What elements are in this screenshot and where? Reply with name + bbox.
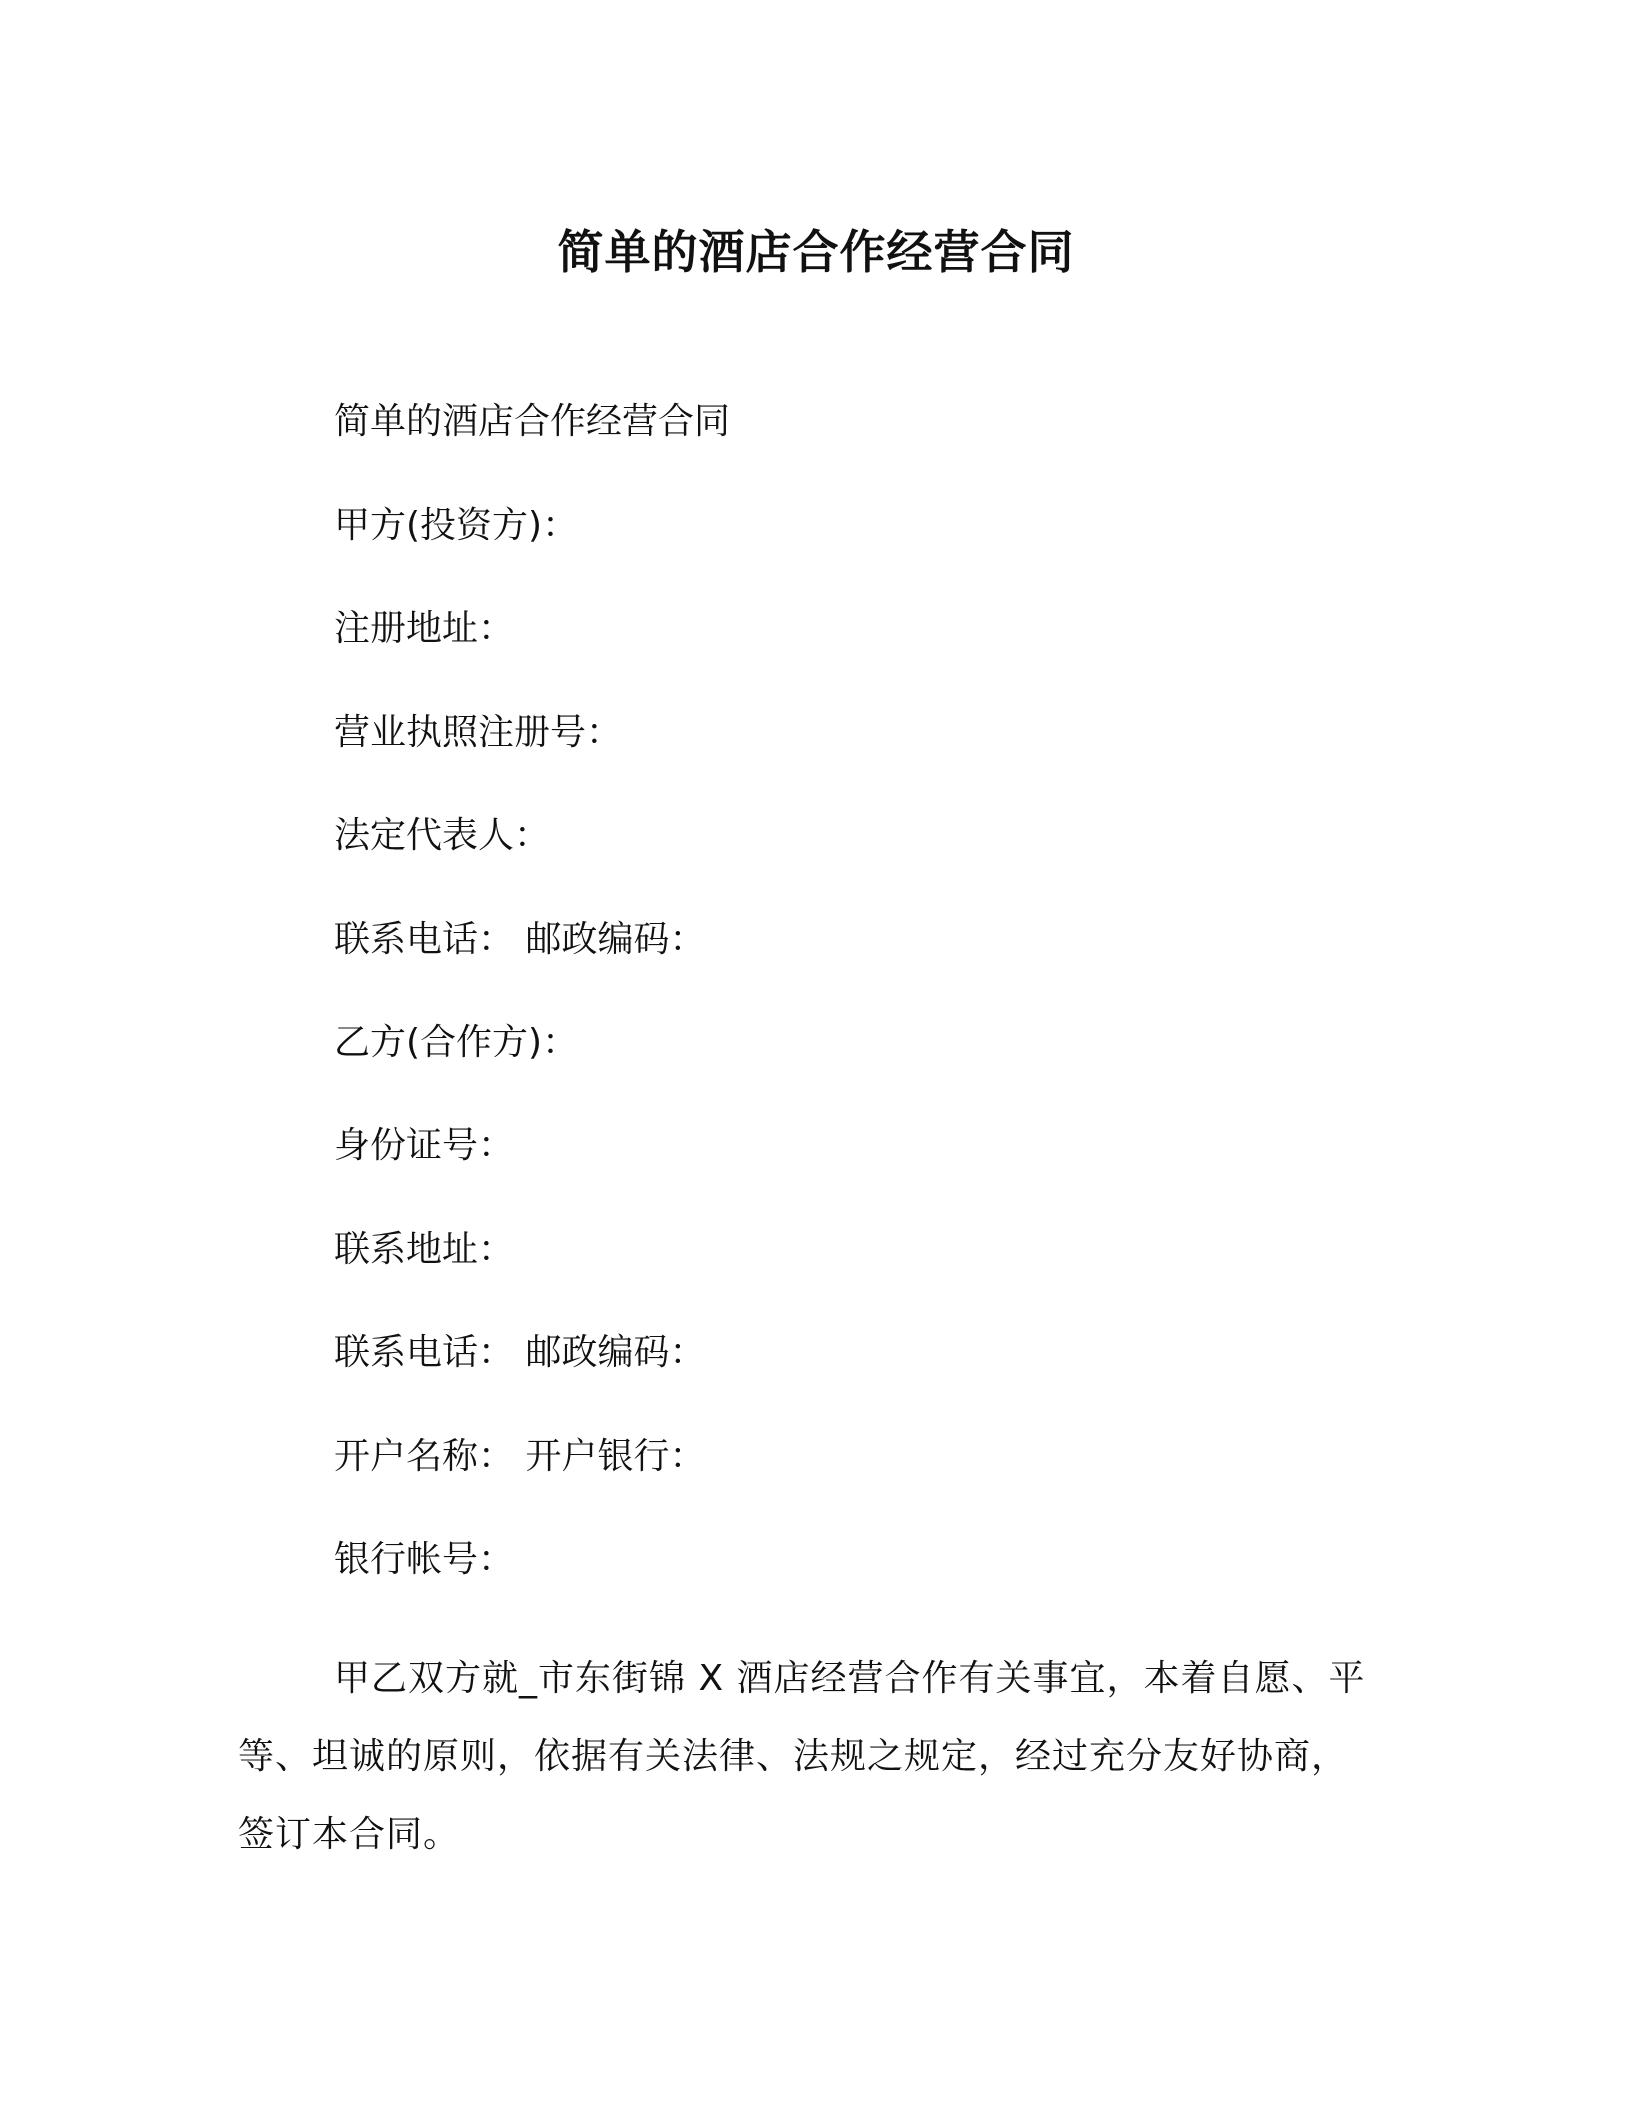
business-license-line: 营业执照注册号： bbox=[334, 712, 623, 753]
legal-representative-line: 法定代表人： bbox=[334, 815, 551, 856]
party-b-contact-line: 联系电话： 邮政编码： bbox=[334, 1332, 706, 1373]
intro-paragraph: 甲乙双方就_市东街锦 X 酒店经营合作有关事宜，本着自愿、平等、坦诚的原则，依据有关法律、法规之规定，经过充分友好协商，签订本合同。 bbox=[238, 1658, 1366, 1855]
bank-account-number-line: 银行帐号： bbox=[334, 1539, 515, 1580]
party-b-line: 乙方(合作方)： bbox=[334, 1022, 579, 1063]
subtitle-line: 简单的酒店合作经营合同 bbox=[334, 401, 731, 442]
party-a-contact-line: 联系电话： 邮政编码： bbox=[334, 919, 706, 960]
registered-address-line: 注册地址： bbox=[334, 608, 515, 649]
contact-address-line: 联系地址： bbox=[334, 1229, 515, 1270]
id-number-line: 身份证号： bbox=[334, 1125, 515, 1166]
document-title: 简单的酒店合作经营合同 bbox=[557, 225, 1075, 279]
party-a-line: 甲方(投资方)： bbox=[334, 505, 579, 546]
bank-account-name-line: 开户名称： 开户银行： bbox=[334, 1436, 706, 1477]
